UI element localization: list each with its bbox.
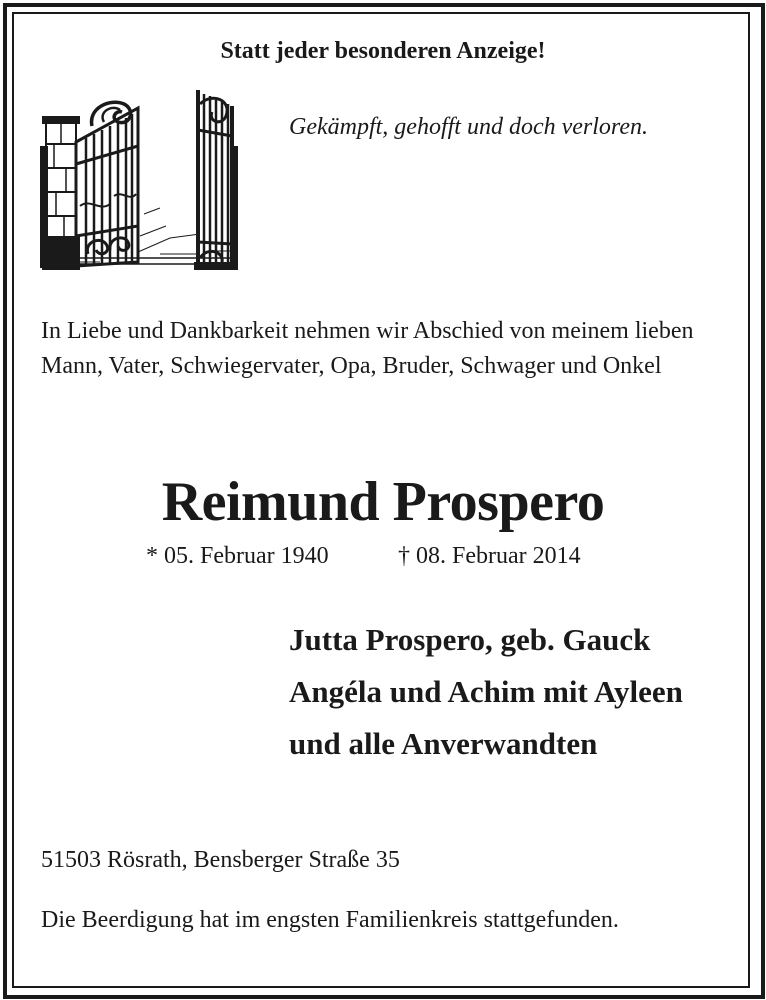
family-address: 51503 Rösrath, Bensberger Straße 35 bbox=[41, 847, 400, 873]
birth-date: * 05. Februar 1940 bbox=[146, 543, 329, 569]
death-date: † 08. Februar 2014 bbox=[398, 543, 581, 569]
funeral-note: Die Beerdigung hat im engsten Familienkreis stattgefunden. bbox=[41, 907, 619, 933]
notice-header: Statt jeder besonderen Anzeige! bbox=[220, 38, 546, 64]
intro-text: In Liebe und Dankbarkeit nehmen wir Abschied von meinem lieben Mann, Vater, Schwiegervater, Opa, Bruder, Schwager und Onkel bbox=[41, 318, 694, 379]
mourner-line: Jutta Prospero, geb. Gauck bbox=[289, 622, 651, 657]
mourner-line: und alle Anverwandten bbox=[289, 726, 598, 761]
deceased-name: Reimund Prospero bbox=[161, 471, 605, 533]
mourner-line: Angéla und Achim mit Ayleen bbox=[289, 674, 683, 709]
motto-quote: Gekämpft, gehofft und doch verloren. bbox=[289, 114, 649, 140]
open-cemetery-gate-icon bbox=[40, 86, 238, 274]
